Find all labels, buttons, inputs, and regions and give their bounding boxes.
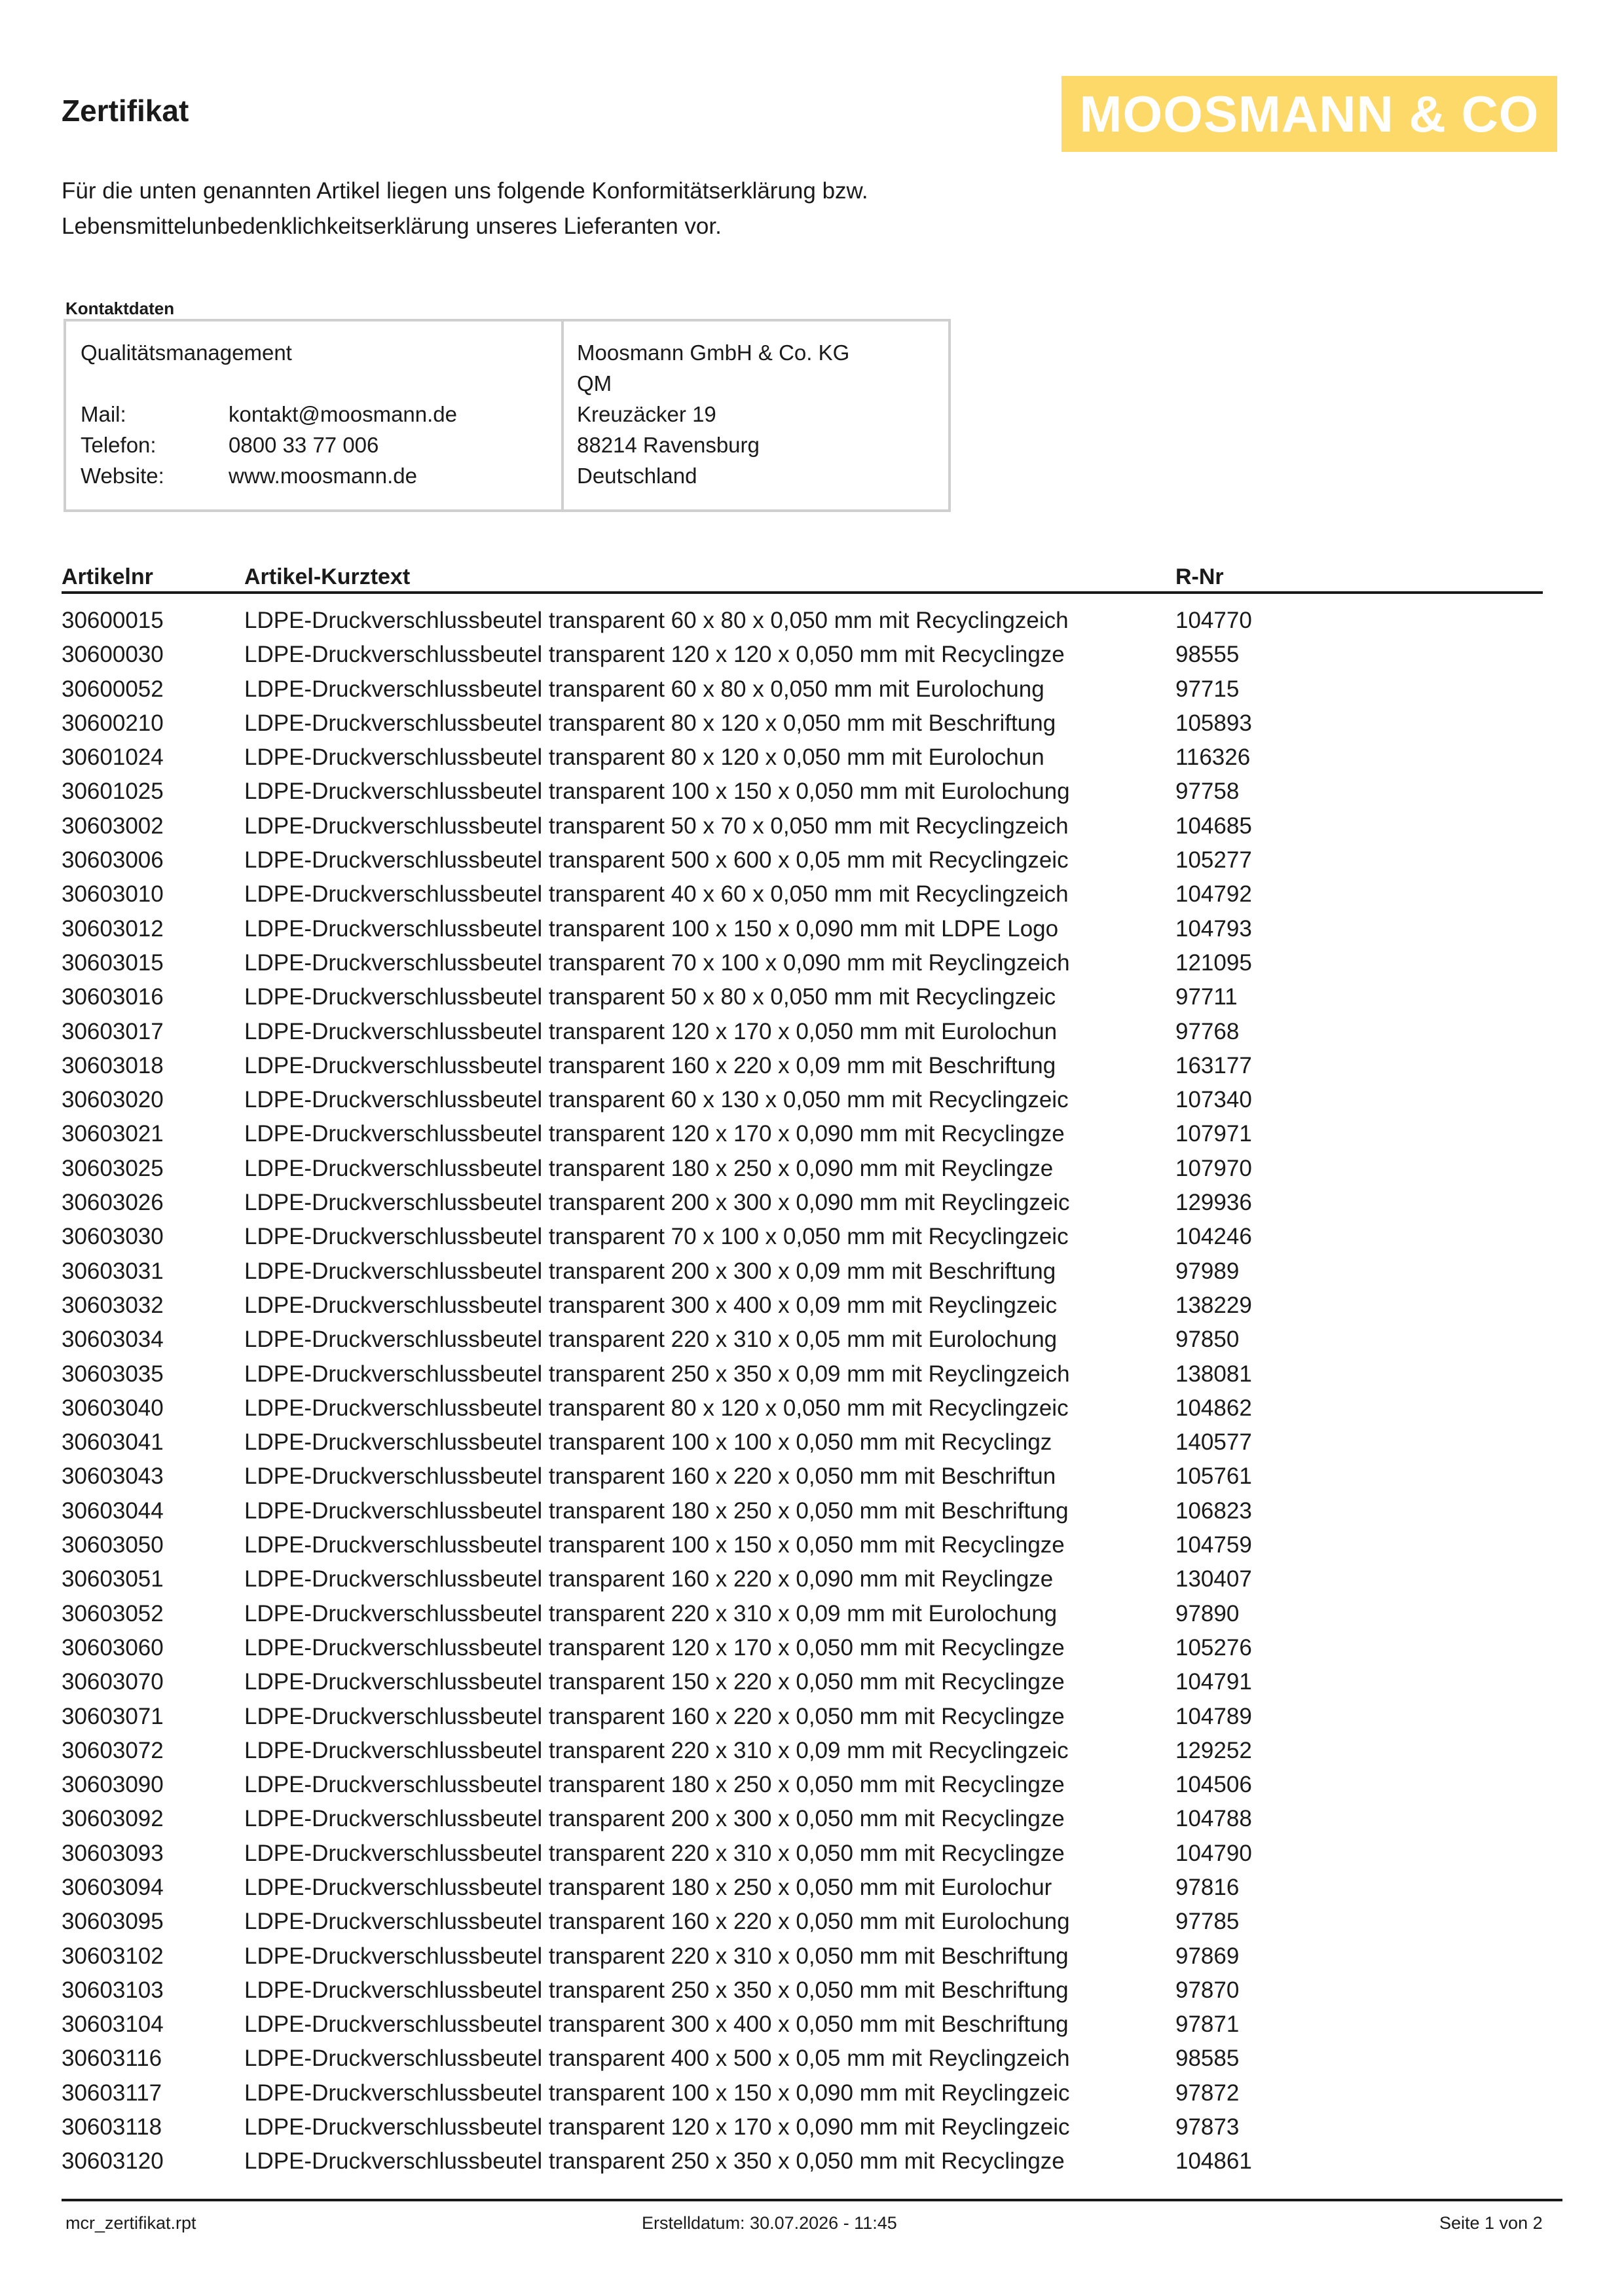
article-number: 30600030 [62,642,164,668]
article-description: LDPE-Druckverschlussbeutel transparent 60 x 80 x 0,050 mm mit Eurolochung [244,676,1044,702]
r-number: 130407 [1175,1566,1252,1592]
r-number: 104792 [1175,881,1252,908]
contact-address [564,321,948,509]
table-row [0,1734,1624,1768]
r-number: 138081 [1175,1361,1252,1387]
article-number: 30603026 [62,1190,164,1216]
article-number: 30603092 [62,1806,164,1832]
table-row [0,946,1624,980]
article-description: LDPE-Druckverschlussbeutel transparent 220 x 310 x 0,050 mm mit Recyclingze [244,1840,1065,1866]
article-description: LDPE-Druckverschlussbeutel transparent 80 x 120 x 0,050 mm mit Eurolochun [244,744,1044,771]
table-row [0,1665,1624,1699]
intro-text [62,174,1175,244]
r-number: 104862 [1175,1395,1252,1421]
article-description: LDPE-Druckverschlussbeutel transparent 200 x 300 x 0,09 mm mit Beschriftung [244,1258,1056,1284]
table-row [0,1357,1624,1391]
table-row [0,2042,1624,2076]
article-number: 30603071 [62,1703,164,1729]
r-number: 97758 [1175,779,1240,805]
article-number: 30600210 [62,710,164,736]
r-number: 107970 [1175,1155,1252,1181]
article-description: LDPE-Druckverschlussbeutel transparent 50 x 70 x 0,050 mm mit Recyclingzeich [244,813,1069,839]
article-description: LDPE-Druckverschlussbeutel transparent 160 x 220 x 0,09 mm mit Beschriftung [244,1052,1056,1078]
contact-mail-label: Mail: [81,402,126,426]
r-number: 97989 [1175,1258,1240,1284]
contact-department: Qualitätsmanagement [81,340,292,365]
table-row [0,1323,1624,1357]
article-number: 30603104 [62,2011,164,2038]
article-number: 30601025 [62,779,164,805]
r-number: 163177 [1175,1052,1252,1078]
r-number: 97871 [1175,2011,1240,2038]
article-description: LDPE-Druckverschlussbeutel transparent 200 x 300 x 0,090 mm mit Reyclingzeic [244,1190,1070,1216]
r-number: 104789 [1175,1703,1252,1729]
article-number: 30603020 [62,1087,164,1113]
address-line-street: Kreuzäcker 19 [577,402,716,426]
table-row [0,1289,1624,1323]
article-description: LDPE-Druckverschlussbeutel transparent 160 x 220 x 0,050 mm mit Eurolochung [244,1909,1070,1935]
article-description: LDPE-Druckverschlussbeutel transparent 160 x 220 x 0,090 mm mit Reyclingze [244,1566,1054,1592]
article-number: 30603043 [62,1463,164,1490]
r-number: 121095 [1175,949,1252,976]
page-title: Zertifikat [62,94,189,128]
article-number: 30603044 [62,1497,164,1524]
r-number: 104793 [1175,915,1252,942]
article-number: 30603116 [62,2046,162,2072]
r-number: 97768 [1175,1018,1240,1044]
article-number: 30603031 [62,1258,164,1284]
r-number: 105893 [1175,710,1252,736]
r-number: 97873 [1175,2114,1240,2140]
contact-website-label: Website: [81,464,164,488]
article-number: 30603015 [62,949,164,976]
article-number: 30603032 [62,1292,164,1318]
article-number: 30603117 [62,2080,162,2106]
r-number: 107971 [1175,1121,1252,1147]
article-description: LDPE-Druckverschlussbeutel transparent 120 x 170 x 0,050 mm mit Eurolochun [244,1018,1058,1044]
intro-line-2: Lebensmittelunbedenklichkeitserklärung unseres Lieferanten vor. [62,213,722,239]
article-number: 30603072 [62,1737,164,1763]
address-line-country: Deutschland [577,464,697,488]
article-number: 30603051 [62,1566,164,1592]
r-number: 98555 [1175,642,1240,668]
table-row [0,912,1624,946]
table-row [0,2144,1624,2178]
article-number: 30603018 [62,1052,164,1078]
r-number: 104685 [1175,813,1252,839]
table-row [0,1562,1624,1596]
article-description: LDPE-Druckverschlussbeutel transparent 150 x 220 x 0,050 mm mit Recyclingze [244,1669,1065,1695]
table-row [0,1049,1624,1083]
r-number: 97711 [1175,984,1238,1010]
column-header-kurztext: Artikel-Kurztext [244,564,411,589]
table-row [0,2076,1624,2110]
article-description: LDPE-Druckverschlussbeutel transparent 120 x 170 x 0,050 mm mit Recyclingze [244,1634,1065,1661]
address-line-dept: QM [577,371,612,395]
table-row [0,1905,1624,1939]
article-description: LDPE-Druckverschlussbeutel transparent 220 x 310 x 0,09 mm mit Recyclingzeic [244,1737,1069,1763]
r-number: 129936 [1175,1190,1252,1216]
contact-phone-label: Telefon: [81,433,157,457]
r-number: 105276 [1175,1634,1252,1661]
table-row [0,672,1624,707]
article-description: LDPE-Druckverschlussbeutel transparent 250 x 350 x 0,09 mm mit Reyclingzeich [244,1361,1070,1387]
table-row [0,1871,1624,1905]
r-number: 104861 [1175,2148,1252,2175]
article-description: LDPE-Druckverschlussbeutel transparent 500 x 600 x 0,05 mm mit Recyclingzeic [244,847,1069,873]
article-number: 30603095 [62,1909,164,1935]
article-description: LDPE-Druckverschlussbeutel transparent 180 x 250 x 0,050 mm mit Recyclingze [244,1772,1065,1798]
article-description: LDPE-Druckverschlussbeutel transparent 80 x 120 x 0,050 mm mit Beschriftung [244,710,1056,736]
article-number: 30603025 [62,1155,164,1181]
article-table [0,604,1624,2179]
r-number: 104788 [1175,1806,1252,1832]
footer-report-file: mcr_zertifikat.rpt [65,2213,196,2233]
article-number: 30603090 [62,1772,164,1798]
article-number: 30603120 [62,2148,164,2175]
article-number: 30603093 [62,1840,164,1866]
logo-text: MOOSMANN & CO [1079,84,1540,143]
article-description: LDPE-Druckverschlussbeutel transparent 160 x 220 x 0,050 mm mit Recyclingze [244,1703,1065,1729]
article-number: 30601024 [62,744,164,771]
table-row [0,2008,1624,2042]
table-row [0,1015,1624,1049]
r-number: 106823 [1175,1497,1252,1524]
article-description: LDPE-Druckverschlussbeutel transparent 100 x 100 x 0,050 mm mit Recyclingz [244,1429,1052,1456]
r-number: 104791 [1175,1669,1252,1695]
table-row [0,1802,1624,1836]
article-number: 30603017 [62,1018,164,1044]
article-number: 30603040 [62,1395,164,1421]
contact-heading: Kontaktdaten [65,299,175,318]
article-number: 30603012 [62,915,164,942]
table-row [0,1597,1624,1631]
r-number: 138229 [1175,1292,1252,1318]
table-row [0,1391,1624,1425]
r-number: 104759 [1175,1532,1252,1558]
r-number: 97869 [1175,1943,1240,1969]
article-description: LDPE-Druckverschlussbeutel transparent 300 x 400 x 0,050 mm mit Beschriftung [244,2011,1069,2038]
r-number: 97890 [1175,1600,1240,1626]
article-number: 30603103 [62,1977,164,2003]
article-description: LDPE-Druckverschlussbeutel transparent 250 x 350 x 0,050 mm mit Beschriftung [244,1977,1069,2003]
r-number: 129252 [1175,1737,1252,1763]
table-row [0,1768,1624,1802]
article-number: 30603070 [62,1669,164,1695]
r-number: 98585 [1175,2046,1240,2072]
table-row [0,1083,1624,1117]
article-number: 30603021 [62,1121,164,1147]
contact-box [64,319,951,512]
table-row [0,1152,1624,1186]
article-number: 30603118 [62,2114,162,2140]
contact-spacer [81,368,561,399]
article-description: LDPE-Druckverschlussbeutel transparent 120 x 170 x 0,090 mm mit Recyclingze [244,1121,1065,1147]
r-number: 97850 [1175,1327,1240,1353]
article-number: 30600015 [62,608,164,633]
article-description: LDPE-Druckverschlussbeutel transparent 100 x 150 x 0,050 mm mit Eurolochung [244,779,1070,805]
article-description: LDPE-Druckverschlussbeutel transparent 200 x 300 x 0,050 mm mit Recyclingze [244,1806,1065,1832]
article-description: LDPE-Druckverschlussbeutel transparent 100 x 150 x 0,090 mm mit Reyclingzeic [244,2080,1070,2106]
article-description: LDPE-Druckverschlussbeutel transparent 50 x 80 x 0,050 mm mit Recyclingzeic [244,984,1056,1010]
article-number: 30603041 [62,1429,164,1456]
r-number: 97785 [1175,1909,1240,1935]
article-number: 30603006 [62,847,164,873]
footer-created-date: Erstelldatum: 30.07.2026 - 11:45 [642,2213,897,2233]
article-description: LDPE-Druckverschlussbeutel transparent 250 x 350 x 0,050 mm mit Recyclingze [244,2148,1065,2175]
article-description: LDPE-Druckverschlussbeutel transparent 70 x 100 x 0,090 mm mit Reyclingzeich [244,949,1070,976]
article-number: 30603002 [62,813,164,839]
article-number: 30603034 [62,1327,164,1353]
article-number: 30600052 [62,676,164,702]
intro-line-1: Für die unten genannten Artikel liegen uns folgende Konformitätserklärung bzw. [62,178,868,204]
table-row [0,741,1624,775]
article-number: 30603060 [62,1634,164,1661]
article-description: LDPE-Druckverschlussbeutel transparent 60 x 130 x 0,050 mm mit Recyclingzeic [244,1087,1069,1113]
contact-mail-row [81,399,561,430]
r-number: 104246 [1175,1224,1252,1250]
r-number: 97872 [1175,2080,1240,2106]
table-row [0,1460,1624,1494]
footer-page-number: Seite 1 von 2 [1439,2213,1543,2233]
table-row [0,638,1624,672]
address-line-company: Moosmann GmbH & Co. KG [577,340,850,365]
article-description: LDPE-Druckverschlussbeutel transparent 120 x 120 x 0,050 mm mit Recyclingze [244,642,1065,668]
article-number: 30603010 [62,881,164,908]
table-row [0,877,1624,911]
r-number: 104790 [1175,1840,1252,1866]
article-number: 30603016 [62,984,164,1010]
table-row [0,1528,1624,1562]
r-number: 97715 [1175,676,1240,702]
company-logo [1061,76,1557,152]
table-row [0,980,1624,1014]
article-description: LDPE-Druckverschlussbeutel transparent 100 x 150 x 0,090 mm mit LDPE Logo [244,915,1059,942]
table-row [0,809,1624,843]
r-number: 107340 [1175,1087,1252,1113]
contact-website-value: www.moosmann.de [229,464,417,488]
article-description: LDPE-Druckverschlussbeutel transparent 400 x 500 x 0,05 mm mit Reyclingzeich [244,2046,1070,2072]
article-description: LDPE-Druckverschlussbeutel transparent 160 x 220 x 0,050 mm mit Beschriftun [244,1463,1056,1490]
column-header-artikelnr: Artikelnr [62,564,153,589]
table-row [0,1837,1624,1871]
article-number: 30603094 [62,1874,164,1900]
article-description: LDPE-Druckverschlussbeutel transparent 120 x 170 x 0,090 mm mit Reyclingzeic [244,2114,1070,2140]
contact-phone-row [81,430,561,460]
article-description: LDPE-Druckverschlussbeutel transparent 100 x 150 x 0,050 mm mit Recyclingze [244,1532,1065,1558]
header-divider [62,591,1543,594]
article-description: LDPE-Druckverschlussbeutel transparent 40 x 60 x 0,050 mm mit Recyclingzeich [244,881,1069,908]
r-number: 105277 [1175,847,1252,873]
article-description: LDPE-Druckverschlussbeutel transparent 300 x 400 x 0,09 mm mit Reyclingzeic [244,1292,1058,1318]
table-row [0,707,1624,741]
table-row [0,1939,1624,1974]
table-row [0,604,1624,638]
article-description: LDPE-Druckverschlussbeutel transparent 220 x 310 x 0,05 mm mit Eurolochung [244,1327,1058,1353]
table-row [0,2110,1624,2144]
article-description: LDPE-Druckverschlussbeutel transparent 60 x 80 x 0,050 mm mit Recyclingzeich [244,608,1069,633]
article-number: 30603102 [62,1943,164,1969]
address-line-city: 88214 Ravensburg [577,433,760,457]
r-number: 104506 [1175,1772,1252,1798]
article-description: LDPE-Druckverschlussbeutel transparent 220 x 310 x 0,09 mm mit Eurolochung [244,1600,1058,1626]
contact-mail-value: kontakt@moosmann.de [229,402,458,426]
table-row [0,1974,1624,2008]
r-number: 116326 [1175,744,1251,771]
article-number: 30603035 [62,1361,164,1387]
footer-divider [62,2199,1562,2201]
r-number: 105761 [1175,1463,1252,1490]
article-description: LDPE-Druckverschlussbeutel transparent 80 x 120 x 0,050 mm mit Recyclingzeic [244,1395,1069,1421]
table-row [0,843,1624,877]
article-description: LDPE-Druckverschlussbeutel transparent 220 x 310 x 0,050 mm mit Beschriftung [244,1943,1069,1969]
table-row [0,1631,1624,1665]
column-header-rnr: R-Nr [1175,564,1224,589]
article-number: 30603052 [62,1600,164,1626]
contact-details [66,321,564,509]
article-number: 30603030 [62,1224,164,1250]
article-number: 30603050 [62,1532,164,1558]
article-description: LDPE-Druckverschlussbeutel transparent 180 x 250 x 0,090 mm mit Reyclingze [244,1155,1054,1181]
table-row [0,1700,1624,1734]
table-row [0,1425,1624,1460]
table-row [0,1220,1624,1254]
r-number: 97816 [1175,1874,1240,1900]
table-row [0,1255,1624,1289]
r-number: 104770 [1175,608,1252,633]
contact-website-row [81,460,561,491]
r-number: 97870 [1175,1977,1240,2003]
table-row [0,1494,1624,1528]
table-row [0,775,1624,809]
article-description: LDPE-Druckverschlussbeutel transparent 70 x 100 x 0,050 mm mit Recyclingzeic [244,1224,1069,1250]
contact-phone-value: 0800 33 77 006 [229,433,379,457]
r-number: 140577 [1175,1429,1252,1456]
table-row [0,1186,1624,1220]
table-row [0,1117,1624,1151]
article-description: LDPE-Druckverschlussbeutel transparent 180 x 250 x 0,050 mm mit Eurolochur [244,1874,1052,1900]
article-description: LDPE-Druckverschlussbeutel transparent 180 x 250 x 0,050 mm mit Beschriftung [244,1497,1069,1524]
